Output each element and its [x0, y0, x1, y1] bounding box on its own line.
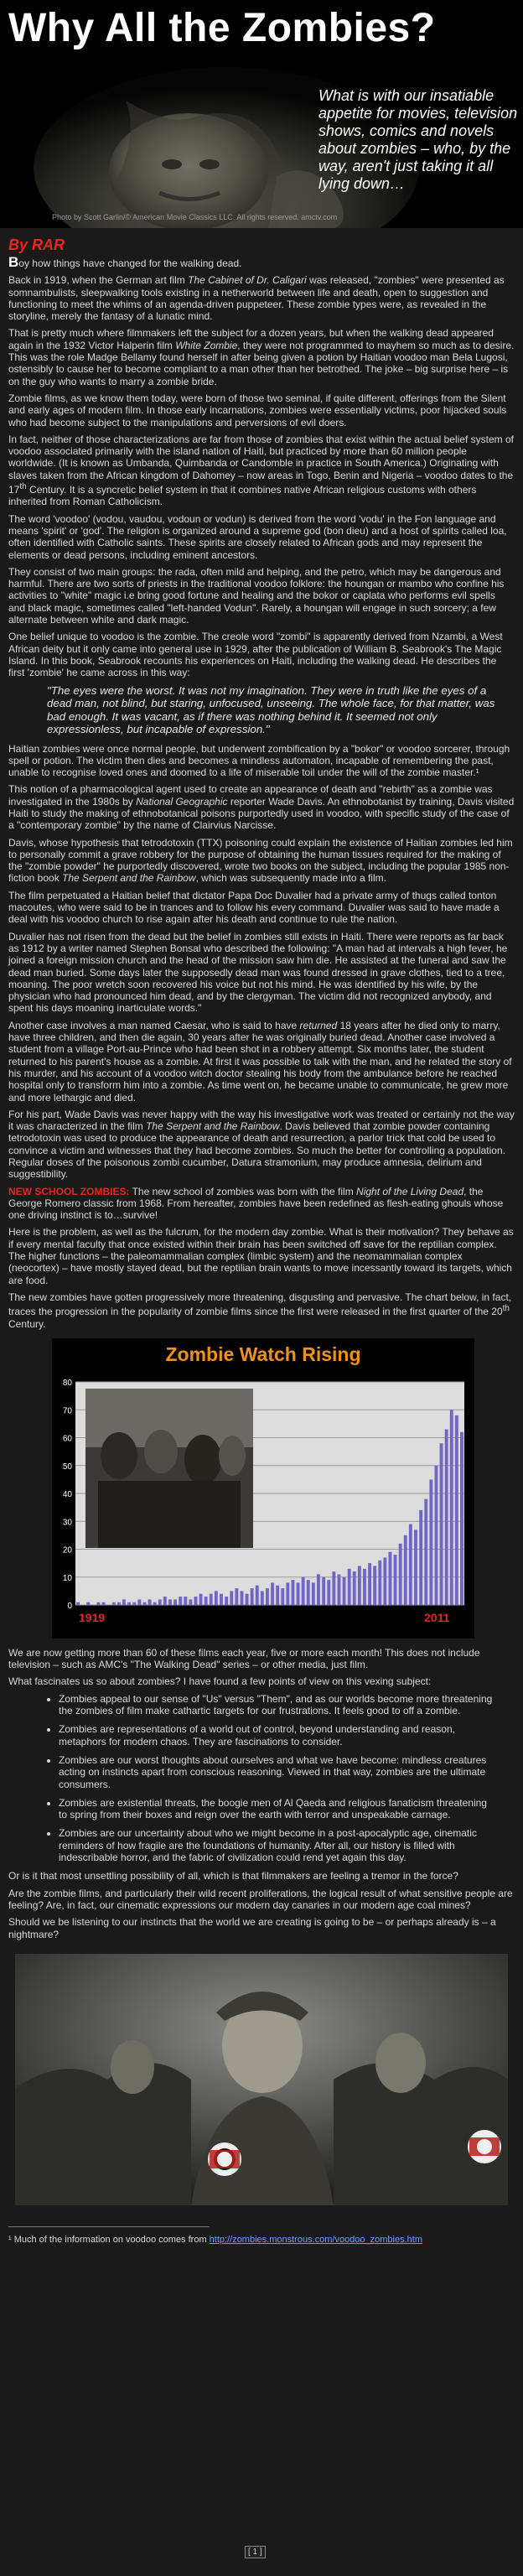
x-axis-start-label: 1919 — [79, 1610, 106, 1624]
y-tick-label: 10 — [62, 1573, 72, 1583]
reason-item: • Zombies are our uncertainty about who we might become in a post-apocalyptic age, cinematic reminders of how fragile are the foundations of humanity. After all, our history is filled with indescribable horror, and the fabric of civilization could rend yet again this day. — [59, 1827, 515, 1863]
reason-item: • Zombies are representations of a world out of control, beyond understanding and reason, metaphors for modern chaos. They are fascinations to consider. — [59, 1723, 515, 1748]
paragraph-text: , which was subsequently made into a film. — [195, 872, 386, 885]
paragraph-text: reporter Wade Davis. An ethnobotanist by training, Davis visited Haiti to study the making of ethnobotanical poisons purportedly used in voodoo, with specific study of the case of a "contemporary zombie" by the name of Clairvius Narcisse. — [8, 795, 515, 832]
chart-bar — [378, 1561, 381, 1605]
paragraph: Or is it that most unsettling possibility of all, which is that filmmakers are feeling a tremor in the force? — [8, 1870, 458, 1883]
chart-bar — [266, 1588, 269, 1605]
film-title: The Serpent and the Rainbow — [146, 1120, 280, 1133]
film-title: Night of the Living Dead — [356, 1185, 464, 1197]
paragraph — [8, 434, 515, 508]
paragraph: Should we be listening to our instincts that the world we are creating is going to be – or perhaps already is – a nightmare? — [8, 1916, 496, 1940]
chart-bar — [194, 1597, 198, 1605]
chart-bar — [435, 1466, 438, 1605]
page-indicator[interactable]: [ 1 ] — [245, 2546, 266, 2558]
paragraph-text: Century. It is a syncretic belief system in that it combines native African religious customs with others inherited from Roman Catholicism. — [8, 484, 477, 508]
paragraph: The film perpetuated a Haitian belief that dictator Papa Doc Duvalier had a private army of thugs called tonton macoutes, who were said to be in trances and to follow his every command. Duvalier was said to have made a deal with his voodoo church to rise again after his death and continue to rule the nation. — [8, 889, 500, 926]
reason-item: • Zombies are existential threats, the boogie men of Al Qaeda and religious fanaticism threatening to spring from their boxes and reign over the earth with terror and unspeakable carnage. — [59, 1797, 515, 1821]
footnote-divider — [8, 2226, 210, 2227]
paragraph: Here is the problem, as well as the fulcrum, for the modern day zombie. What is their motivation? They behave as if every mental faculty that once existed within their brain has been switched off save for the reptilian complex. The higher functions – the paleomammalian complex (limbic system) and the neomammalian complex (neocortex) – have mostly stayed dead, but the reptilian brain wants to move incessantly toward its targets, which are food. — [8, 1226, 514, 1286]
chart-bar — [399, 1544, 402, 1605]
paragraph-text: oy how things have changed for the walking dead. — [18, 257, 242, 269]
paragraph: Are the zombie films, and particularly their wild recent proliferations, the logical result of what sensitive people are feeling? Are, in fact, our cinematic expressions our modern day canaries in our modern age coal mines? — [8, 1887, 513, 1911]
chart-title: Zombie Watch Rising — [165, 1343, 361, 1365]
paragraph-text: , they were not programmed to mayhem so much as to desire. This was the role Madge Bellamy found herself in after being given a potion by Haitian voodoo man Bela Lugosi, ostensibly to cause her to become compliant to a man other than her betrothed. The joke – big surprise here – is on the guy who wants to marry a zombie bride. — [8, 339, 515, 387]
chart-bar — [173, 1599, 177, 1605]
chart-bar — [409, 1524, 412, 1604]
paragraph-text: That is pretty much where filmmakers left the subject for a dozen years, but when the walking dead appeared again in the 1932 Victor Halperin film — [8, 327, 494, 351]
footnote — [8, 2234, 515, 2246]
y-tick-label: 30 — [62, 1518, 72, 1528]
reason-item: • Zombies appeal to our sense of "Us" versus "Them", and as our worlds become more threatening the zombies of film make cathartic targets for our frustrations. It feels good to off a zombie. — [59, 1693, 515, 1717]
paragraph: Zombie films, as we know them today, were born of those two seminal, if quite different, offerings from the Silent and early ages of modern film. In those early incarnations, zombies were essentially victims, poor hijacked souls who had become subject to the manipulations and perversions of evil doers. — [8, 392, 507, 428]
paragraph-text: This notion of a pharmacological agent used to create an appearance of death and "rebirth" as a zombie was investigated in the 1980s by — [8, 783, 493, 808]
chart-bar — [199, 1594, 203, 1605]
y-tick-label: 80 — [62, 1378, 72, 1388]
chart-bar — [322, 1577, 325, 1605]
chart-bar — [414, 1530, 417, 1605]
page-title: Why All the Zombies? — [8, 6, 436, 50]
chart-bar — [353, 1571, 356, 1605]
paragraph-text: The new zombies have gotten progressively more threatening, disgusting and pervasive. The chart below, in fact, traces the progression in the popularity of zombie films since the first were released in the first quarter of the 20 — [8, 1291, 512, 1318]
paragraph-text: , the George Romero classic from 1968. From hereafter, zombies have been redefined as flesh-eating ghouls whose one driving instinct is to…survive! — [8, 1185, 504, 1222]
chart-bar — [307, 1580, 310, 1605]
chart-bar — [256, 1586, 259, 1605]
chart-bar — [137, 1599, 141, 1605]
y-tick-label: 20 — [62, 1545, 72, 1555]
footnote-link[interactable]: http://zombies.monstrous.com/voodoo_zombies.htm — [209, 2235, 423, 2246]
chart-bar — [122, 1599, 126, 1605]
x-axis-end-label: 2011 — [424, 1610, 450, 1624]
chart-bar — [368, 1563, 371, 1605]
chart-bar — [338, 1574, 341, 1605]
y-tick-label: 0 — [67, 1601, 72, 1611]
paragraph-text: For his part, Wade Davis was never happy with the way his investigative work was treated or certainly not the way it was characterized in the film — [8, 1108, 515, 1133]
chart-bar — [158, 1599, 162, 1605]
paragraph-text: 18 years after he died only to marry, have three children, and then die again, 30 years after he was originally buried dead. Another case involved a student from a village Port-au-Prince who had been shot in a robbery attempt. Six months later, the student returned to his parent's house as a zombie. At first it was possible to talk with the man, and he related the story of his murder, and his account of a voodoo witch doctor stealing his body from the ambulance before he reached hospital only to transform him into a zombie. As time went on, he became unable to communicate, he grew more and more lethargic and died. — [8, 1019, 512, 1104]
film-title: The Cabinet of Dr. Caligari — [188, 274, 307, 287]
chart-bar — [450, 1410, 453, 1605]
chart-bar — [132, 1602, 136, 1605]
author-byline: By RAR — [8, 236, 65, 253]
paragraph — [8, 327, 515, 387]
chart-bar — [460, 1432, 463, 1605]
chart-bar — [440, 1443, 443, 1605]
y-tick-label: 40 — [62, 1489, 72, 1499]
chart-bar — [332, 1571, 335, 1605]
chart-bar — [163, 1597, 167, 1605]
chart-bar — [184, 1597, 187, 1605]
chart-bar — [271, 1582, 274, 1605]
paragraph — [8, 1109, 515, 1181]
reasons-list — [8, 1693, 515, 1864]
section-heading: NEW SCHOOL ZOMBIES: — [8, 1185, 130, 1197]
superscript: th — [502, 1304, 510, 1314]
paragraph-text: Century. — [8, 1317, 46, 1330]
paragraph: Duvalier has not risen from the dead but the belief in zombies still exists in Haiti. There were reports as far back as 1912 by a writer named Stephen Bonsal who described the following: "A man had at intervals a high fever, he joined a foreign mission church and the head of the mission saw him die. He assisted at the funeral and saw the dead man buried. Some days later the supposedly dead man was found dressed in grave clothes, tied to a tree, moaning. The poor wretch soon recovered his voice but not his mind. He was identified by his wife, by the physician who had pronounced him dead, and by the clergyman. The victim did not recognized anybody, and spent his days moaning inarticulate words." — [8, 930, 508, 1015]
footnote-text: ¹ Much of the information on voodoo comes from — [8, 2235, 210, 2246]
paragraph: One belief unique to voodoo is the zombie. The creole word "zombi" is apparently derived from Nzambi, a West African deity but it only came into general use in 1929, after the publication of William B. Seabrook's The Magic Island. In this book, Seabrook recounts his experiences on Haiti, including the walking dead. He describes the first 'zombie' he came across in this way: — [8, 631, 503, 679]
chart-bar — [112, 1602, 116, 1605]
chart-bar — [281, 1588, 284, 1605]
hero-banner — [0, 0, 523, 228]
chart-bar — [297, 1582, 300, 1605]
photo-credit: Photo by Scott Garlin/© American Movie Classics LLC. All rights reserved. amctv.com — [52, 213, 338, 221]
chart-bar — [312, 1582, 315, 1605]
chart-bar — [317, 1574, 320, 1605]
paragraph-text: . Davis believed that zombie powder containing tetrodotoxin was used to produce the appearance of death and resurrection, a parlor trick that cold be used to convince a victim and witnesses that they had become zombies. So much the better for controlling a population. Regular doses of the poisonous zombi cucumber, Datura stramonium, may produce amnesia, delirium and suggestibility. — [8, 1120, 505, 1181]
chart-bar — [97, 1602, 101, 1605]
chart-bar — [348, 1569, 351, 1605]
chart-bar — [455, 1415, 458, 1605]
paragraph: What fascinates us so about zombies? I have found a few points of view on this vexing subject: — [8, 1675, 432, 1688]
chart-bar — [127, 1602, 131, 1605]
paragraph — [8, 1291, 515, 1330]
chart-bar — [424, 1499, 427, 1605]
chart-bar — [235, 1588, 238, 1605]
paragraph-text: Another case involves a man named Caesar, who is said to have — [8, 1019, 300, 1031]
y-tick-label: 50 — [62, 1462, 72, 1472]
drop-cap: B — [8, 254, 19, 270]
paragraph — [8, 254, 515, 270]
chart-bar — [117, 1602, 121, 1605]
book-title: The Serpent and the Rainbow — [62, 872, 196, 885]
reason-item: • Zombies are our worst thoughts about ourselves and what we have become: mindless creatures acting on instincts apart from conscious reasoning. Viewed in that way, zombies are the ultimate consumers. — [59, 1754, 515, 1790]
y-tick-label: 60 — [62, 1434, 72, 1444]
article-body — [8, 254, 515, 2251]
chart-bar — [179, 1597, 182, 1605]
paragraph — [8, 1186, 515, 1222]
chart-plot — [52, 1338, 474, 1639]
chart-bar — [363, 1569, 366, 1605]
paragraph-text: The new school of zombies was born with the film — [129, 1185, 357, 1197]
paragraph — [8, 783, 515, 831]
chart-bar — [102, 1602, 106, 1605]
chart-bar — [189, 1599, 192, 1605]
chart-bar — [373, 1566, 376, 1605]
paragraph: They consist of two main groups: the rada, often mild and helping, and the petro, which may be dangerous and harmful. There are two sorts of priests in the traditional voodoo folklore: the houngan or mambo who confine his activities to "white" magic i.e bring good fortune and healing and the bokor or caplata who performs evil spells and black magic, sometimes called "left-handed Vodun". Rarely, a houngan will engage in such sorcery; a few alternate between white and dark magic. — [8, 565, 505, 626]
chart-bar — [404, 1535, 407, 1605]
chart-bar — [230, 1591, 233, 1605]
chart-bar — [261, 1591, 264, 1605]
chart-bar — [205, 1597, 208, 1605]
zombie-crowd-photo — [85, 1389, 253, 1548]
chart-bar — [148, 1599, 152, 1605]
chart-bar — [302, 1577, 305, 1605]
paragraph: The word 'voodoo' (vodou, vaudou, vodoun or vodun) is derived from the word 'vodu' in the Fon language and means 'spirit' or 'god'. The religion is organized around a supreme god (bon dieu) and a host of spirits called loa, often identified with Catholic saints. These spirits are closely related to African gods and may represent the elements or dead persons, including eminent ancestors. — [8, 512, 507, 561]
paragraph-text: was released, "zombies" were presented as somnambulists, sleepwalking tools existing in a netherworld between life and death, open to suggestion and functioning to meet the whims of an agenda-driven puppeteer. These zombie types were, as revealed in the storyline, merely the fantasy of a lunatic mind. — [8, 274, 505, 323]
emphasis: returned — [299, 1019, 338, 1031]
chart-bar — [429, 1479, 432, 1605]
chart-bar — [389, 1552, 392, 1605]
paragraph: We are now getting more than 60 of these films each year, five or more each month! This does not include television – such as AMC's "The Walking Dead" series – or other media, just film. — [8, 1646, 480, 1671]
paragraph-text: In fact, neither of those characterizations are far from those of zombies that exist within the actual belief system of voodoo associated primarily with the island nation of Haiti, but practiced by more than 60 million people worldwide. (It is known as Umbanda, Quimbanda or Candomble in practice in South America.) Originating with slaves taken from the African kingdom of Dahomey – now areas in Togo, Benin and Nigeria – voodoo dates to the 17 — [8, 433, 514, 496]
chart-bar — [383, 1557, 386, 1605]
paragraph — [8, 274, 515, 322]
chart-bar — [292, 1580, 295, 1605]
chart-bar — [76, 1602, 80, 1605]
chart-bar — [327, 1580, 330, 1605]
y-tick-label: 70 — [62, 1406, 72, 1416]
paragraph — [8, 1020, 515, 1104]
chart-bar — [153, 1602, 157, 1605]
chart-bar — [276, 1586, 279, 1605]
chart-bar — [86, 1602, 90, 1605]
chart-bar — [143, 1602, 147, 1605]
paragraph — [8, 837, 515, 885]
chart-bar — [241, 1591, 244, 1605]
paragraph: Haitian zombies were once normal people, but underwent zombification by a "bokor" or voodoo sorcerer, through spell or potion. The victim then dies and becomes a mindless automaton, incapable of remembering the past, unable to recognise loved ones and doomed to a life of miserable toil under the will of the zombie master.¹ — [8, 742, 510, 779]
paragraph-text: Davis, whose hypothesis that tetrodotoxin (TTX) poisoning could explain the existence of Haitian zombies led him to personally commit a grave robbery for the purpose of obtaining the human tissues required for the making of the "zombie powder" he purportedly discovered, wrote two books on the subject, including the popular 1985 non-fiction book — [8, 836, 513, 885]
chart-bar — [358, 1566, 361, 1605]
chart-bar — [343, 1577, 346, 1605]
chart-bar — [445, 1429, 448, 1605]
chart-bar — [168, 1599, 172, 1605]
chart-bar — [225, 1597, 228, 1605]
chart-bar — [246, 1594, 249, 1605]
superscript: th — [19, 482, 27, 492]
chart-bar — [220, 1594, 223, 1605]
chart-bar — [286, 1582, 289, 1605]
hero-tagline: What is with our insatiable appetite for movies, television shows, comics and novels about zombies – who, by the way, aren't just taking it all lying down… — [318, 87, 518, 192]
zombie-soldiers-image — [15, 1954, 508, 2205]
paragraph-text: Back in 1919, when the German art film — [8, 274, 189, 287]
chart-bar — [210, 1594, 213, 1605]
block-quote: "The eyes were the worst. It was not my imagination. They were in truth like the eyes of a dead man, not blind, but staring, unfocused, unseeing. The whole face, for that matter, was bad enough. It was vacant, as if there was nothing behind it. It seemed not only expressionless, but incapable of expression." — [47, 683, 495, 735]
chart-bar — [394, 1555, 397, 1605]
film-title: White Zombie — [175, 339, 238, 351]
magazine-title: National Geographic — [136, 795, 228, 808]
chart-bar — [419, 1510, 422, 1605]
chart-bar — [215, 1591, 218, 1605]
chart-bar — [251, 1588, 254, 1605]
zombie-watch-chart — [52, 1338, 474, 1639]
